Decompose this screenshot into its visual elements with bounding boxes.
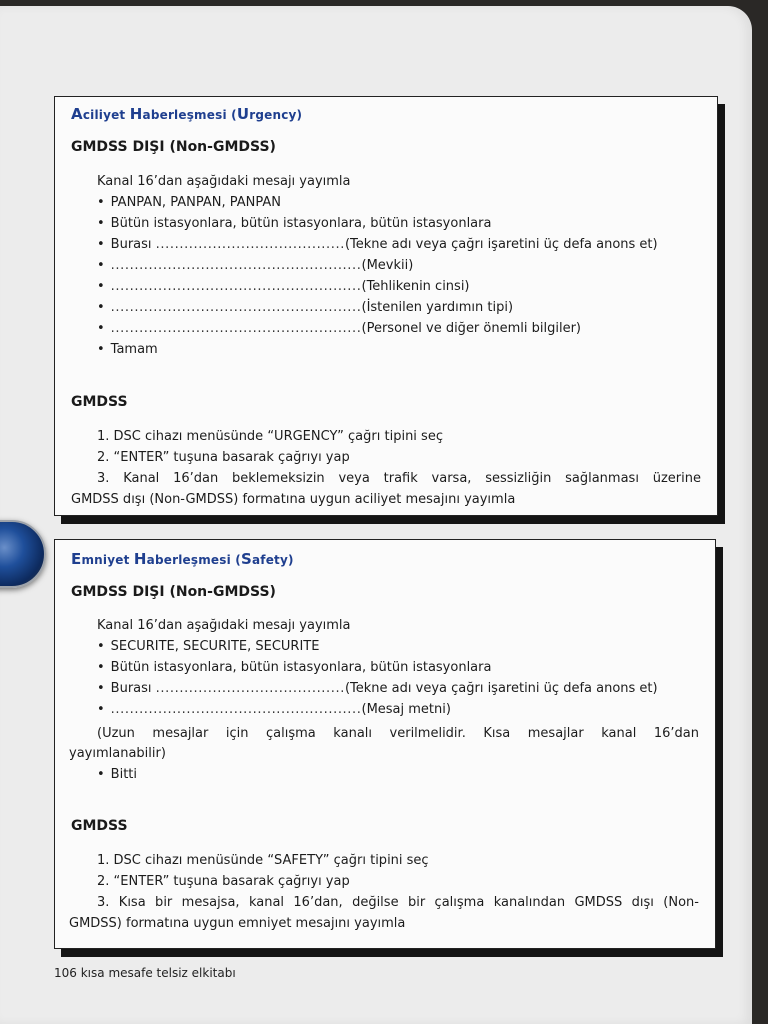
- urgency-item: • .....................................................(İstenilen yardımın tipi): [97, 300, 513, 315]
- urgency-step: 1. DSC cihazı menüsünde “URGENCY” çağrı tipini seç: [97, 429, 443, 444]
- urgency-item: • .....................................................(Personel ve diğer önemli bilgiler): [97, 321, 581, 336]
- urgency-item: • Burası ........................................(Tekne adı veya çağrı işaretini üç defa anons et): [97, 237, 658, 252]
- book-page: [0, 6, 752, 1024]
- safety-item: • Burası ........................................(Tekne adı veya çağrı işaretini üç defa anons et): [97, 681, 658, 696]
- urgency-intro: Kanal 16’dan aşağıdaki mesajı yayımla: [97, 174, 351, 189]
- safety-step: 2. “ENTER” tuşuna basarak çağrıyı yap: [97, 874, 350, 889]
- safety-title: Emniyet Haberleşmesi (Safety): [71, 550, 294, 568]
- safety-step: 1. DSC cihazı menüsünde “SAFETY” çağrı tipini seç: [97, 853, 429, 868]
- urgency-gmdss-heading: GMDSS: [71, 394, 128, 410]
- urgency-title: Aciliyet Haberleşmesi (Urgency): [71, 105, 303, 123]
- urgency-step: 2. “ENTER” tuşuna basarak çağrıyı yap: [97, 450, 350, 465]
- safety-item: • Bütün istasyonlara, bütün istasyonlara, bütün istasyonlara: [97, 660, 491, 675]
- page-footer: [54, 966, 236, 980]
- urgency-item: • Bütün istasyonlara, bütün istasyonlara, bütün istasyonlara: [97, 216, 491, 231]
- safety-end-item: • Bitti: [97, 767, 137, 782]
- urgency-step: 3. Kanal 16’dan beklemeksizin veya trafik varsa, sessizliğin sağlanması üzerine: [97, 471, 701, 486]
- urgency-section: [54, 96, 718, 516]
- safety-step: 3. Kısa bir mesajsa, kanal 16’dan, değilse bir çalışma kanalından GMDSS dışı (Non-: [97, 895, 699, 910]
- safety-non-gmdss-heading: GMDSS DIŞI (Non-GMDSS): [71, 584, 276, 600]
- book-title: kısa mesafe telsiz elkitabı: [80, 966, 236, 980]
- page-number: 106: [54, 966, 77, 980]
- safety-item: • .....................................................(Mesaj metni): [97, 702, 451, 717]
- urgency-item: • Tamam: [97, 342, 158, 357]
- safety-step-continued: GMDSS) formatına uygun emniyet mesajını yayımla: [69, 916, 406, 931]
- safety-gmdss-heading: GMDSS: [71, 818, 128, 834]
- safety-intro: Kanal 16’dan aşağıdaki mesajı yayımla: [97, 618, 351, 633]
- urgency-step-continued: GMDSS dışı (Non-GMDSS) formatına uygun aciliyet mesajını yayımla: [71, 492, 516, 507]
- safety-section: [54, 539, 716, 949]
- urgency-item: • .....................................................(Mevkii): [97, 258, 413, 273]
- urgency-item: • .....................................................(Tehlikenin cinsi): [97, 279, 470, 294]
- safety-long-message-note-continued: yayımlanabilir): [69, 746, 166, 761]
- safety-item: • SECURITE, SECURITE, SECURITE: [97, 639, 319, 654]
- safety-long-message-note: (Uzun mesajlar için çalışma kanalı verilmelidir. Kısa mesajlar kanal 16’dan: [97, 726, 699, 741]
- urgency-non-gmdss-heading: GMDSS DIŞI (Non-GMDSS): [71, 139, 276, 155]
- urgency-item: • PANPAN, PANPAN, PANPAN: [97, 195, 281, 210]
